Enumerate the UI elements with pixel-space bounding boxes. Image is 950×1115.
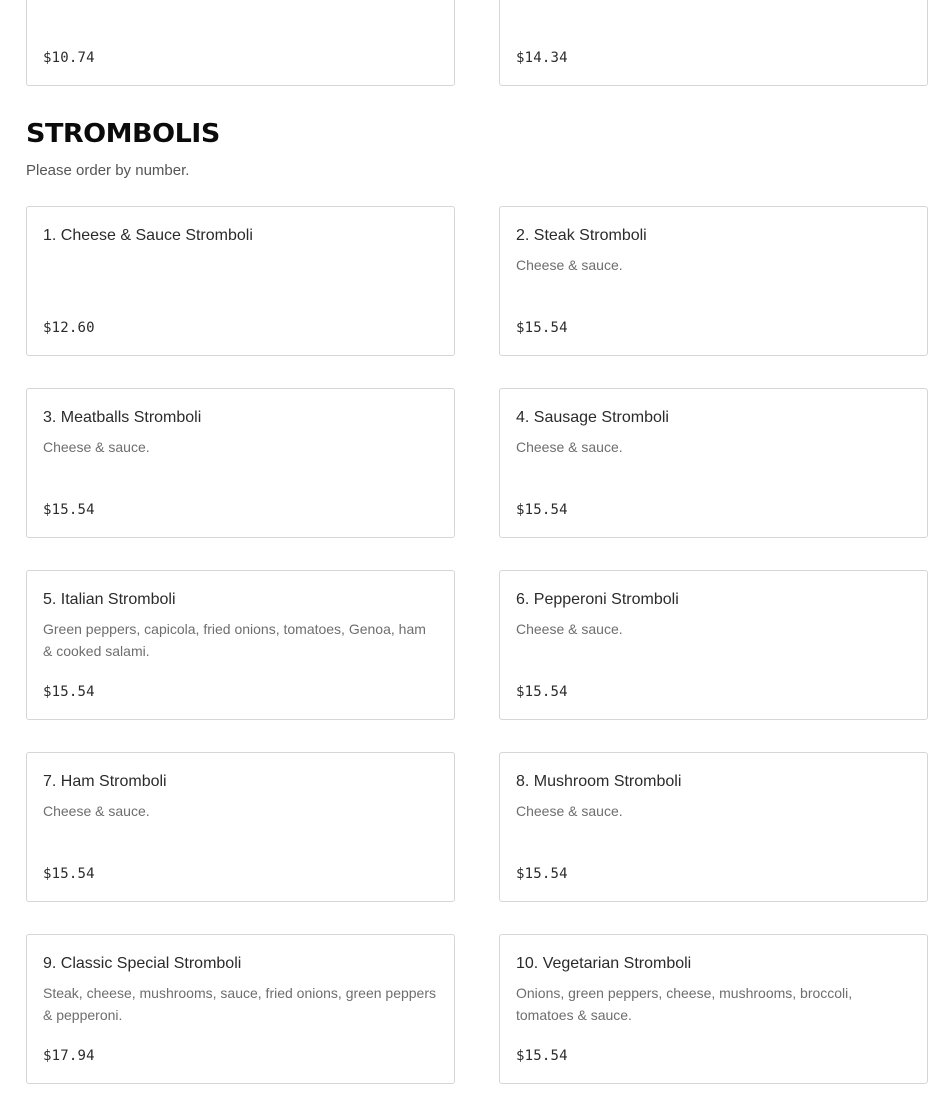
menu-item-card[interactable] bbox=[499, 570, 928, 720]
item-name: 10. Vegetarian Stromboli bbox=[516, 955, 692, 972]
item-name: 4. Sausage Stromboli bbox=[516, 409, 669, 426]
item-name: 6. Pepperoni Stromboli bbox=[516, 591, 679, 608]
item-price: $15.54 bbox=[516, 502, 568, 518]
item-name: 1. Cheese & Sauce Stromboli bbox=[43, 227, 253, 244]
item-description: Cheese & sauce. bbox=[516, 257, 623, 273]
item-price: $15.54 bbox=[516, 866, 568, 882]
menu-item-card[interactable] bbox=[499, 752, 928, 902]
section-title: STROMBOLIS bbox=[26, 119, 220, 149]
menu-item-card[interactable] bbox=[26, 752, 455, 902]
item-description: Cheese & sauce. bbox=[43, 803, 150, 819]
item-price: $12.60 bbox=[43, 320, 95, 336]
item-price: $17.94 bbox=[43, 1048, 95, 1064]
menu-item-card[interactable] bbox=[26, 934, 455, 1084]
section-subtitle: Please order by number. bbox=[26, 162, 190, 179]
menu-item-card[interactable] bbox=[26, 570, 455, 720]
item-name: 8. Mushroom Stromboli bbox=[516, 773, 682, 790]
item-name: 5. Italian Stromboli bbox=[43, 591, 176, 608]
menu-item-card[interactable] bbox=[499, 934, 928, 1084]
item-price: $15.54 bbox=[516, 1048, 568, 1064]
item-price: $10.74 bbox=[43, 50, 95, 66]
item-name: 2. Steak Stromboli bbox=[516, 227, 647, 244]
item-price: $15.54 bbox=[516, 684, 568, 700]
item-description: Steak, cheese, mushrooms, sauce, fried onions, green peppers & pepperoni. bbox=[43, 985, 436, 1023]
item-name: 9. Classic Special Stromboli bbox=[43, 955, 242, 972]
menu-item-card[interactable] bbox=[26, 0, 455, 86]
item-description: Cheese & sauce. bbox=[516, 439, 623, 455]
menu-item-card[interactable] bbox=[499, 388, 928, 538]
menu-item-card[interactable] bbox=[26, 206, 455, 356]
item-name: 3. Meatballs Stromboli bbox=[43, 409, 202, 426]
item-price: $15.54 bbox=[516, 320, 568, 336]
menu-item-card[interactable] bbox=[26, 388, 455, 538]
item-name: 7. Ham Stromboli bbox=[43, 773, 167, 790]
item-price: $14.34 bbox=[516, 50, 568, 66]
menu-item-card[interactable] bbox=[499, 206, 928, 356]
item-description: Cheese & sauce. bbox=[516, 621, 623, 637]
item-price: $15.54 bbox=[43, 502, 95, 518]
item-description: Cheese & sauce. bbox=[43, 439, 150, 455]
menu-item-card[interactable] bbox=[499, 0, 928, 86]
item-description: Cheese & sauce. bbox=[516, 803, 623, 819]
item-price: $15.54 bbox=[43, 684, 95, 700]
item-description: Onions, green peppers, cheese, mushrooms, broccoli, tomatoes & sauce. bbox=[516, 985, 853, 1023]
item-price: $15.54 bbox=[43, 866, 95, 882]
item-description: Green peppers, capicola, fried onions, tomatoes, Genoa, ham & cooked salami. bbox=[43, 621, 426, 659]
